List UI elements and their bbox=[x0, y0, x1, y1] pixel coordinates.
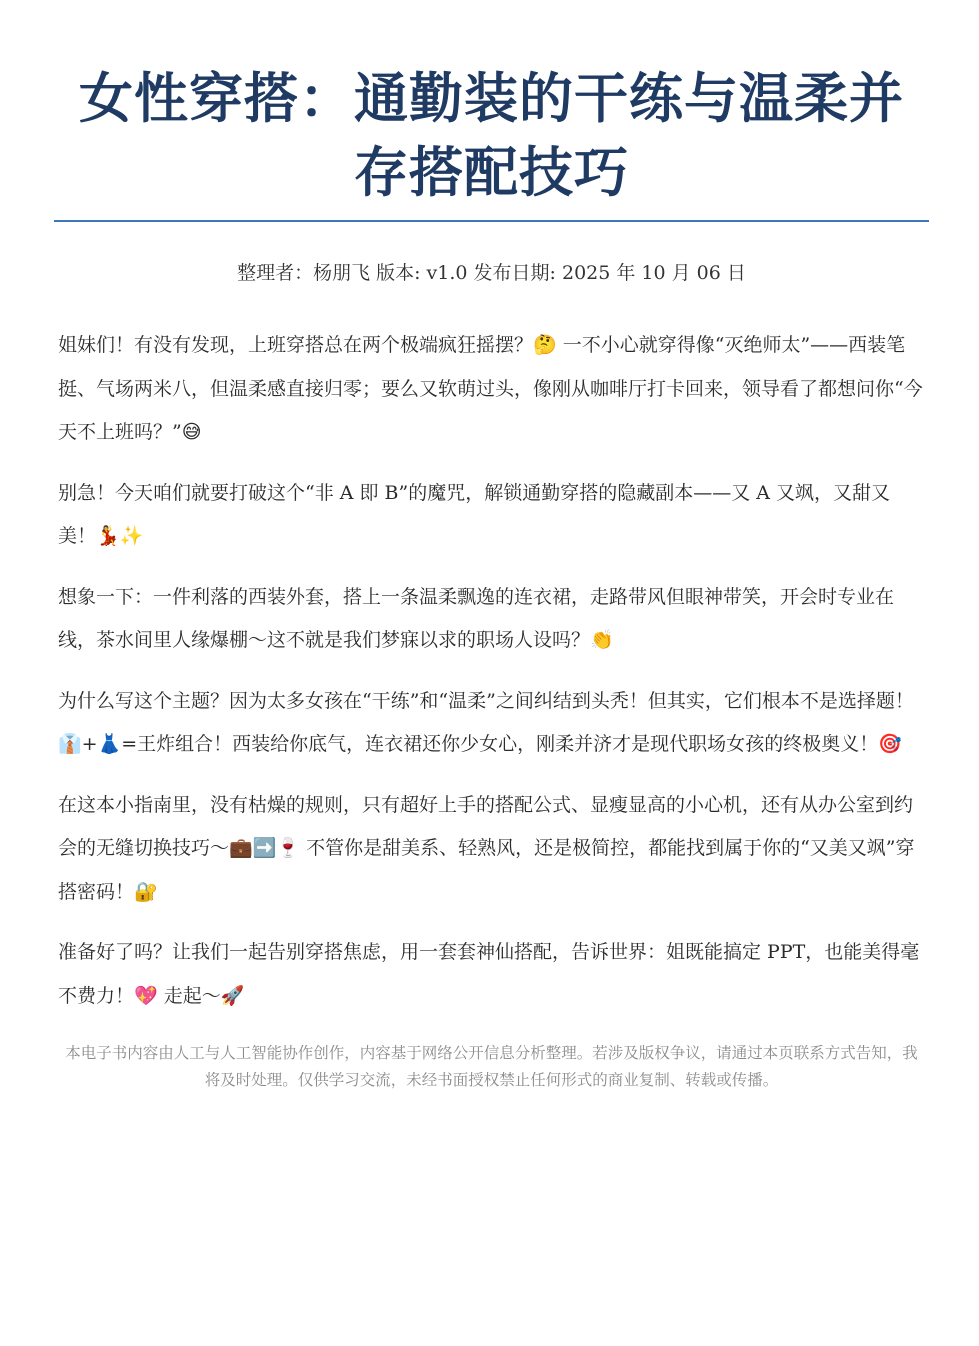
plus-sign: + bbox=[81, 733, 98, 755]
paragraph-3 bbox=[58, 576, 925, 663]
paragraph-text: 为什么写这个主题？因为太多女孩在“干练”和“温柔”之间纠结到头秃！但其实，它们根本不是选择题！ bbox=[58, 689, 914, 712]
target-icon: 🎯 bbox=[878, 733, 902, 755]
thinking-face-icon: 🤔 bbox=[533, 334, 557, 356]
briefcase-icon: 💼 bbox=[229, 837, 253, 859]
wine-glass-icon: 🍷 bbox=[276, 837, 301, 859]
rocket-icon: 🚀 bbox=[220, 984, 245, 1007]
clapping-hands-icon: 👏 bbox=[590, 629, 614, 651]
sparkling-heart-icon: 💖 bbox=[134, 984, 158, 1007]
document-meta: 整理者：杨朋飞 版本: v1.0 发布日期: 2025 年 10 月 06 日 bbox=[237, 262, 746, 284]
paragraph-text: 别急！今天咱们就要打破这个“非 A 即 B”的魔咒，解锁通勤穿搭的隐藏副本——又 A 又飒，又甜又美！ bbox=[58, 481, 891, 547]
sparkles-icon: ✨ bbox=[119, 525, 144, 547]
paragraph-text: =王炸组合！西装给你底气，连衣裙还你少女心，刚柔并济才是现代职场女孩的终极奥义！ bbox=[121, 733, 879, 755]
dancer-icon: 💃 bbox=[96, 525, 120, 547]
document-title: 女性穿搭：通勤装的干练与温柔并存搭配技巧 bbox=[79, 67, 904, 204]
paragraph-5 bbox=[58, 784, 925, 915]
paragraph-text: 走起～ bbox=[157, 984, 221, 1007]
paragraph-4 bbox=[58, 680, 925, 767]
lock-key-icon: 🔐 bbox=[134, 880, 158, 903]
right-arrow-icon: ➡️ bbox=[252, 837, 277, 859]
copyright-notice: 本电子书内容由人工与人工智能协作创作，内容基于网络公开信息分析整理。若涉及版权争议，请通过本页联系方式告知，我将及时处理。仅供学习交流，未经书面授权禁止任何形式的商业复制、转载或传播。 bbox=[65, 1044, 918, 1089]
paragraph-6 bbox=[58, 931, 925, 1018]
title-divider bbox=[54, 220, 929, 222]
dress-icon: 👗 bbox=[97, 733, 122, 755]
paragraph-text: 想象一下：一件利落的西装外套，搭上一条温柔飘逸的连衣裙，走路带风但眼神带笑，开会时专业在线，茶水间里人缘爆棚～这不就是我们梦寐以求的职场人设吗？ bbox=[58, 585, 895, 651]
paragraph-text: 准备好了吗？让我们一起告别穿搭焦虑，用一套套神仙搭配，告诉世界：姐既能搞定 PPT，也能美得毫不费力！ bbox=[58, 941, 920, 1007]
shirt-tie-icon: 👔 bbox=[58, 733, 82, 755]
paragraph-1 bbox=[58, 324, 925, 455]
paragraph-text: 姐妹们！有没有发现，上班穿搭总在两个极端疯狂摇摆？ bbox=[58, 334, 534, 356]
grinning-sweat-face-icon: 😅 bbox=[181, 421, 202, 443]
paragraph-2 bbox=[58, 472, 925, 559]
paragraph-text: 不管你是甜美系、轻熟风，还是极简控，都能找到属于你的“又美又飒”穿搭密码！ bbox=[58, 837, 915, 903]
paragraph-text: 在这本小指南里，没有枯燥的规则，只有超好上手的搭配公式、显瘦显高的小心机，还有从办公室到约会的无缝切换技巧～ bbox=[58, 793, 914, 859]
paragraph-text: 一不小心就穿得像“灭绝师太”——西装笔挺、气场两米八，但温柔感直接归零；要么又软萌过头，像刚从咖啡厅打卡回来，领导看了都想问你“今天不上班吗？” bbox=[58, 334, 923, 443]
